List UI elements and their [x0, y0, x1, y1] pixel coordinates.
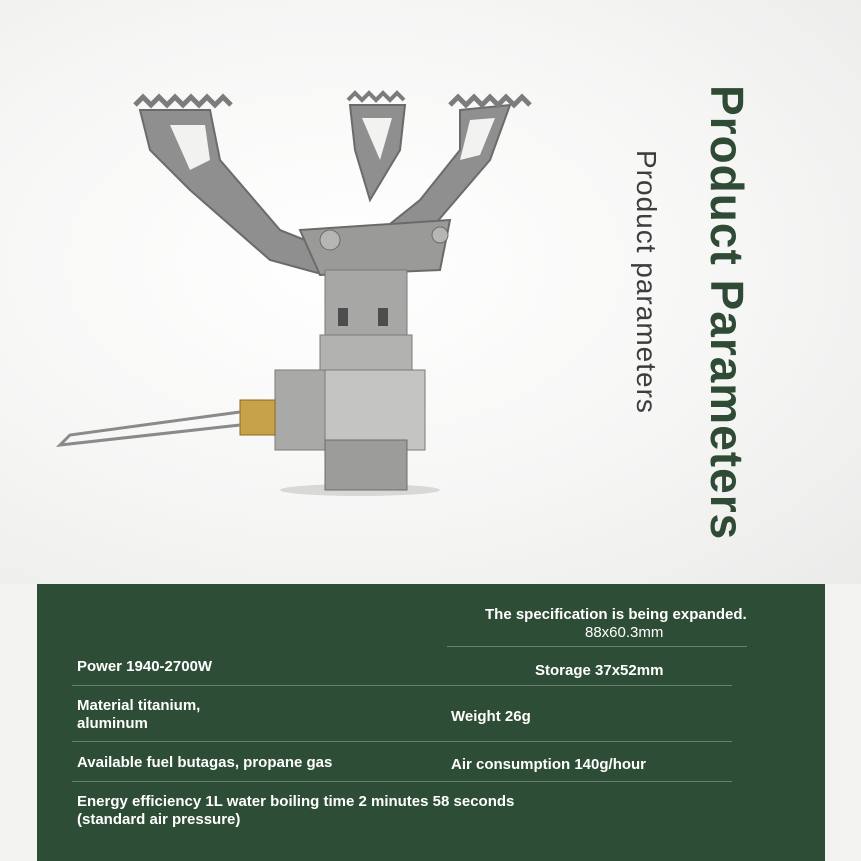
page-title: Product Parameters [701, 85, 753, 541]
spec-efficiency-line1: Energy efficiency 1L water boiling time 2 minutes 58 seconds [77, 793, 515, 810]
divider [447, 646, 747, 647]
divider [72, 741, 732, 742]
specs-panel [37, 584, 825, 861]
spec-fuel: Available fuel butagas, propane gas [77, 754, 333, 771]
spec-air: Air consumption 140g/hour [451, 756, 647, 773]
camping-stove-image [40, 80, 560, 500]
divider [72, 685, 732, 686]
spec-material-line2: aluminum [77, 715, 148, 732]
divider [72, 781, 732, 782]
spec-expanded-label: The specification is being expanded. [485, 606, 747, 623]
spec-power: Power 1940-2700W [77, 658, 213, 675]
page-subtitle: Product parameters [631, 150, 662, 414]
spec-material-line1: Material titanium, [77, 697, 201, 714]
spec-efficiency-line2: (standard air pressure) [77, 811, 241, 828]
spec-expanded-value: 88x60.3mm [585, 624, 664, 641]
spec-storage: Storage 37x52mm [535, 662, 664, 679]
spec-weight: Weight 26g [451, 708, 531, 725]
